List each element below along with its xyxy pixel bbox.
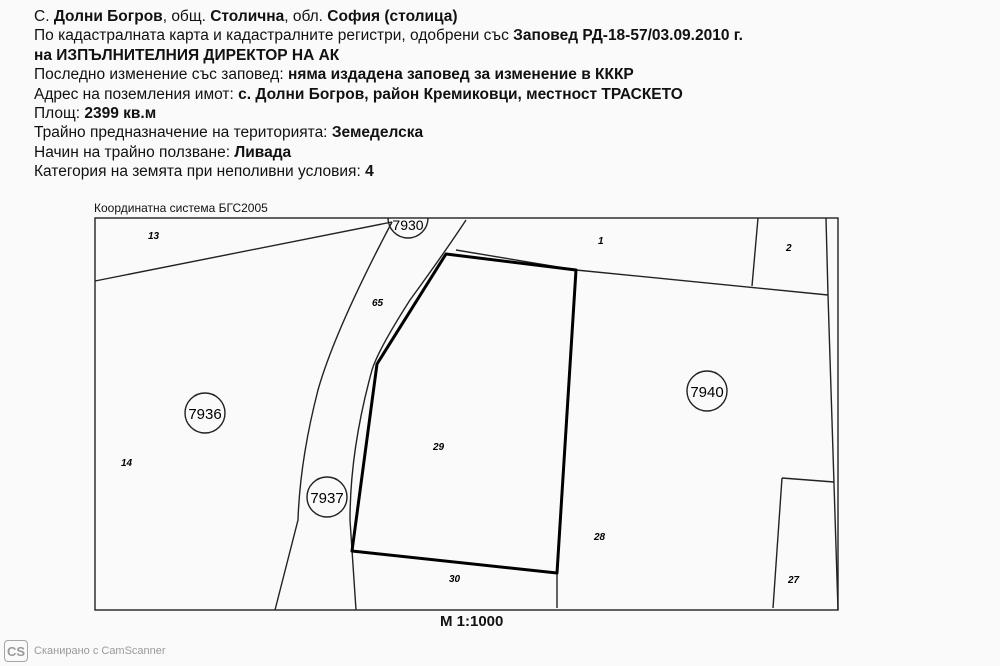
boundary-parcel-28-right <box>828 295 838 610</box>
block-label-7937: 7937 <box>310 490 344 507</box>
boundary-parcel-13 <box>95 222 392 281</box>
parcel-label-29: 29 <box>433 442 445 453</box>
block-label-7940: 7940 <box>690 384 724 401</box>
header-line-last-change: Последно изменение със заповед: няма издадена заповед за изменение в КККР <box>34 66 634 84</box>
parcel-label-30: 30 <box>449 574 461 585</box>
header-line-purpose: Трайно предназначение на територията: Земеделска <box>34 124 424 142</box>
boundary-parcel-1 <box>456 250 828 295</box>
header-line-usage: Начин на трайно ползване: Ливада <box>34 143 292 161</box>
parcel-29-highlighted-boundary <box>352 254 576 573</box>
header-line-category: Категория на земята при неполивни условия: 4 <box>34 163 374 181</box>
header-line-area: Площ: 2399 кв.м <box>34 105 157 123</box>
parcel-label-65: 65 <box>372 298 384 309</box>
block-label-7936: 7936 <box>188 406 222 423</box>
parcel-label-28: 28 <box>594 532 606 543</box>
header-line-cadastre-order: По кадастралната карта и кадастралните регистри, одобрени със Заповед РД-18-57/03.09.2010 г. <box>34 27 743 45</box>
camscanner-logo-icon: CS <box>4 640 28 662</box>
header-line-address: Адрес на поземления имот: с. Долни Богров, район Кремиковци, местност ТРАСКЕТО <box>34 85 683 103</box>
block-label-7930: 7930 <box>392 217 424 233</box>
header-line-location: С. Долни Богров, общ. Столична, обл. София (столица) <box>34 8 458 25</box>
boundary-parcel-2-right <box>826 218 828 295</box>
road-65-left-edge <box>275 222 392 610</box>
coordinate-system-label: Координатна система БГС2005 <box>94 201 268 215</box>
boundary-parcel-27-left <box>773 478 782 608</box>
parcel-label-27: 27 <box>788 575 800 586</box>
map-scale: М 1:1000 <box>440 613 504 630</box>
scanner-watermark-text: Сканирано с CamScanner <box>34 645 166 657</box>
parcel-label-2: 2 <box>786 243 792 254</box>
boundary-parcel-27-top <box>782 478 834 482</box>
header-line-authority: на ИЗПЪЛНИТЕЛНИЯ ДИРЕКТОР НА АК <box>34 46 340 64</box>
parcel-label-13: 13 <box>148 231 160 242</box>
boundary-parcel-2-left <box>752 218 758 286</box>
parcel-label-14: 14 <box>121 458 133 469</box>
parcel-label-1: 1 <box>598 236 604 247</box>
scanner-watermark <box>4 639 166 663</box>
